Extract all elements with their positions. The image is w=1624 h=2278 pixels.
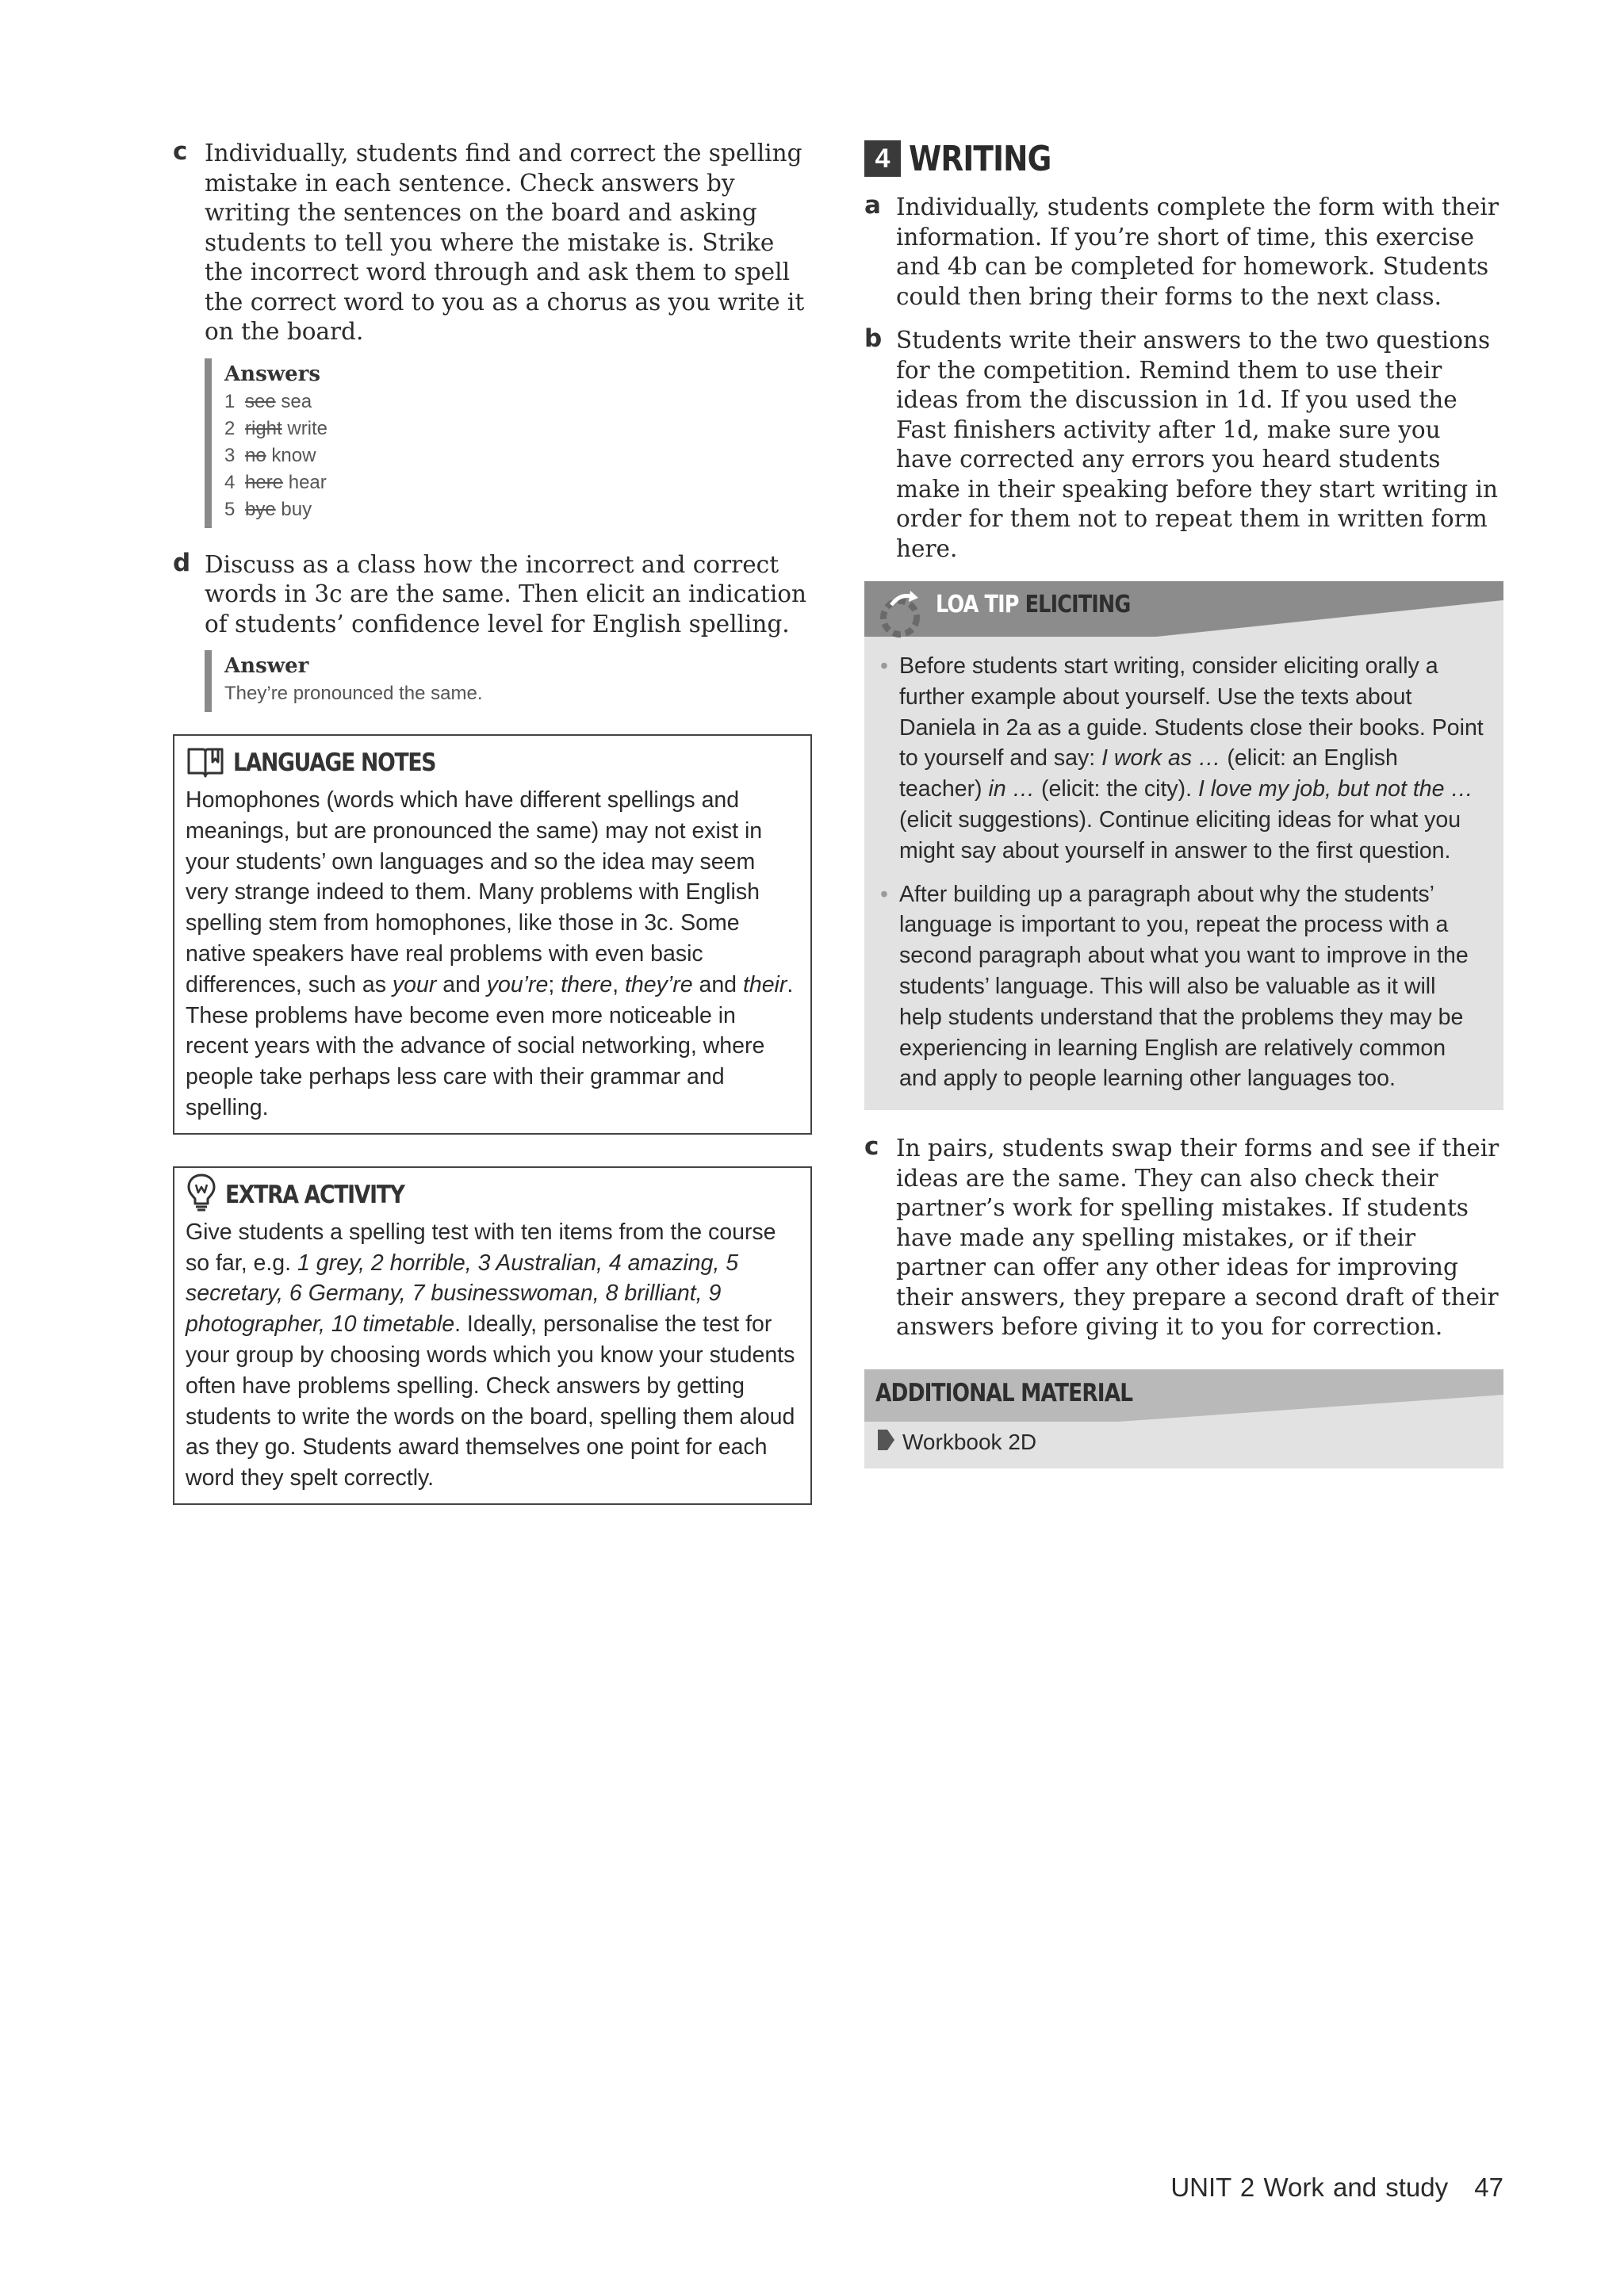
item-text: Individually, students find and correct the spelling mistake in each sentence. Check answers by writing the sentences on the board and asking students to tell you where the mistake is. Strike the incorrect word through and ask them to spell the correct word to you as a chorus as you write it on the board.	[205, 140, 805, 345]
activity-item-b	[864, 326, 1503, 564]
answer-block	[205, 650, 812, 712]
tip-title: LOA TIP ELICITING	[936, 591, 1131, 618]
answer-text: They’re pronounced the same.	[224, 683, 483, 704]
extra-activity-heading: EXTRA ACTIVITY	[225, 1180, 404, 1209]
item-letter: c	[864, 1132, 879, 1162]
answer-wrong: bye	[245, 498, 276, 520]
answer-right: buy	[281, 498, 312, 520]
section-title: WRITING	[909, 138, 1051, 179]
arrow-tag-icon	[875, 1428, 896, 1457]
additional-material-heading: ADDITIONAL MATERIAL	[875, 1378, 1133, 1407]
item-letter: c	[173, 137, 188, 166]
answer-row: 4 here hear	[224, 471, 327, 493]
activity-item-c	[173, 139, 812, 347]
language-notes-heading: LANGUAGE NOTES	[233, 748, 436, 777]
answers-title: Answers	[224, 362, 320, 386]
left-column	[173, 139, 812, 1505]
answer-right: hear	[288, 471, 327, 493]
section-heading	[864, 139, 1503, 178]
answer-title: Answer	[224, 654, 309, 678]
answer-wrong: no	[245, 444, 266, 466]
footer-title: Work and study	[1263, 2173, 1449, 2202]
tip-bullet: • Before students start writing, consider eliciting orally a further example about yourself. Use the texts about Daniela in 2a as a guide. Students close their books. Point to yourself and say: I work as … (elicit: an English teacher) in … (elicit: the city). I love my job, but not the … (elicit suggestions). Continue eliciting ideas for what you might say about yourself in answer to the first question.	[880, 651, 1484, 867]
item-text: In pairs, students swap their forms and see if their ideas are the same. They can also check their partner’s work for spelling mistakes. If students have made any spelling mistakes, or if their partner can offer any other ideas for improving their answers, they prepare a second draft of their answers before giving it to you for correction.	[896, 1135, 1500, 1341]
answer-row: 5 bye buy	[224, 498, 312, 520]
right-column	[864, 139, 1503, 1468]
extra-activity-box	[173, 1166, 812, 1505]
answer-row: 2 right write	[224, 417, 328, 439]
answer-wrong: right	[245, 417, 282, 439]
tip-bullet: • After building up a paragraph about why the students’ language is important to you, repeat the process with a second paragraph about what you want to improve in the students’ language. This will also be valuable as it will help students understand that the problems they may be experiencing in learning English are relatively common and apply to people learning other languages too.	[880, 879, 1484, 1095]
activity-item-d	[173, 550, 812, 640]
page-number: 47	[1474, 2173, 1503, 2202]
activity-item-c-right	[864, 1134, 1503, 1342]
extra-activity-body: Give students a spelling test with ten items from the course so far, e.g. 1 grey, 2 horrible, 3 Australian, 4 amazing, 5 secretary, 6 Germany, 7 businesswoman, 8 brilliant, 9 photographer, 10 timetable. Ideally, personalise the test for your group by choosing words which you know your students often have problems spelling. Check answers by getting students to write the words on the board, spelling them aloud as they go. Students award themselves one point for each word they spelt correctly.	[186, 1219, 795, 1491]
section-number: 4	[864, 140, 901, 177]
recycle-arrows-icon	[875, 588, 928, 644]
activity-item-a	[864, 193, 1503, 312]
answer-wrong: here	[245, 471, 284, 493]
item-letter: b	[864, 324, 883, 353]
item-text: Discuss as a class how the incorrect and correct words in 3c are the same. Then elicit an indication of students’ confidence level for English spelling.	[205, 550, 807, 637]
answer-wrong: see	[245, 390, 276, 412]
workbook-link[interactable]	[864, 1422, 1503, 1468]
answer-right: sea	[281, 390, 312, 412]
item-letter: a	[864, 191, 881, 220]
answers-block	[205, 358, 812, 528]
language-notes-body: Homophones (words which have different spellings and meanings, but are pronounced the same) may not exist in your students’ own languages and so the idea may seem very strange indeed to them. Many problems with English spelling stem from homophones, like those in 3c. Some native speakers have real problems with even basic differences, such as your and you’re; there, they’re and their. These problems have become even more noticeable in recent years with the advance of social networking, where people take perhaps less care with their grammar and spelling.	[186, 787, 794, 1120]
item-text: Students write their answers to the two questions for the competition. Remind them to use their ideas from the discussion in 1d. If you used the Fast finishers activity after 1d, make sure you have corrected any errors you heard students make in their speaking before they start writing in order for them not to repeat them in written form here.	[896, 327, 1498, 562]
workbook-link-label: Workbook 2D	[902, 1430, 1037, 1455]
answer-right: know	[271, 444, 316, 466]
language-notes-box	[173, 734, 812, 1135]
open-book-icon	[186, 745, 225, 782]
answer-row: 1 see sea	[224, 390, 312, 412]
item-text: Individually, students complete the form with their information. If you’re short of time, this exercise and 4b can be completed for homework. Students could then bring their forms to the next class.	[896, 193, 1499, 310]
item-letter: d	[173, 548, 191, 577]
additional-material-box	[864, 1369, 1503, 1468]
answer-right: write	[287, 417, 328, 439]
lightbulb-icon	[186, 1173, 217, 1216]
loa-tip-box	[864, 581, 1503, 1110]
answer-row: 3 no know	[224, 444, 316, 466]
page-footer	[1170, 2173, 1503, 2203]
footer-unit: UNIT 2	[1170, 2173, 1255, 2202]
